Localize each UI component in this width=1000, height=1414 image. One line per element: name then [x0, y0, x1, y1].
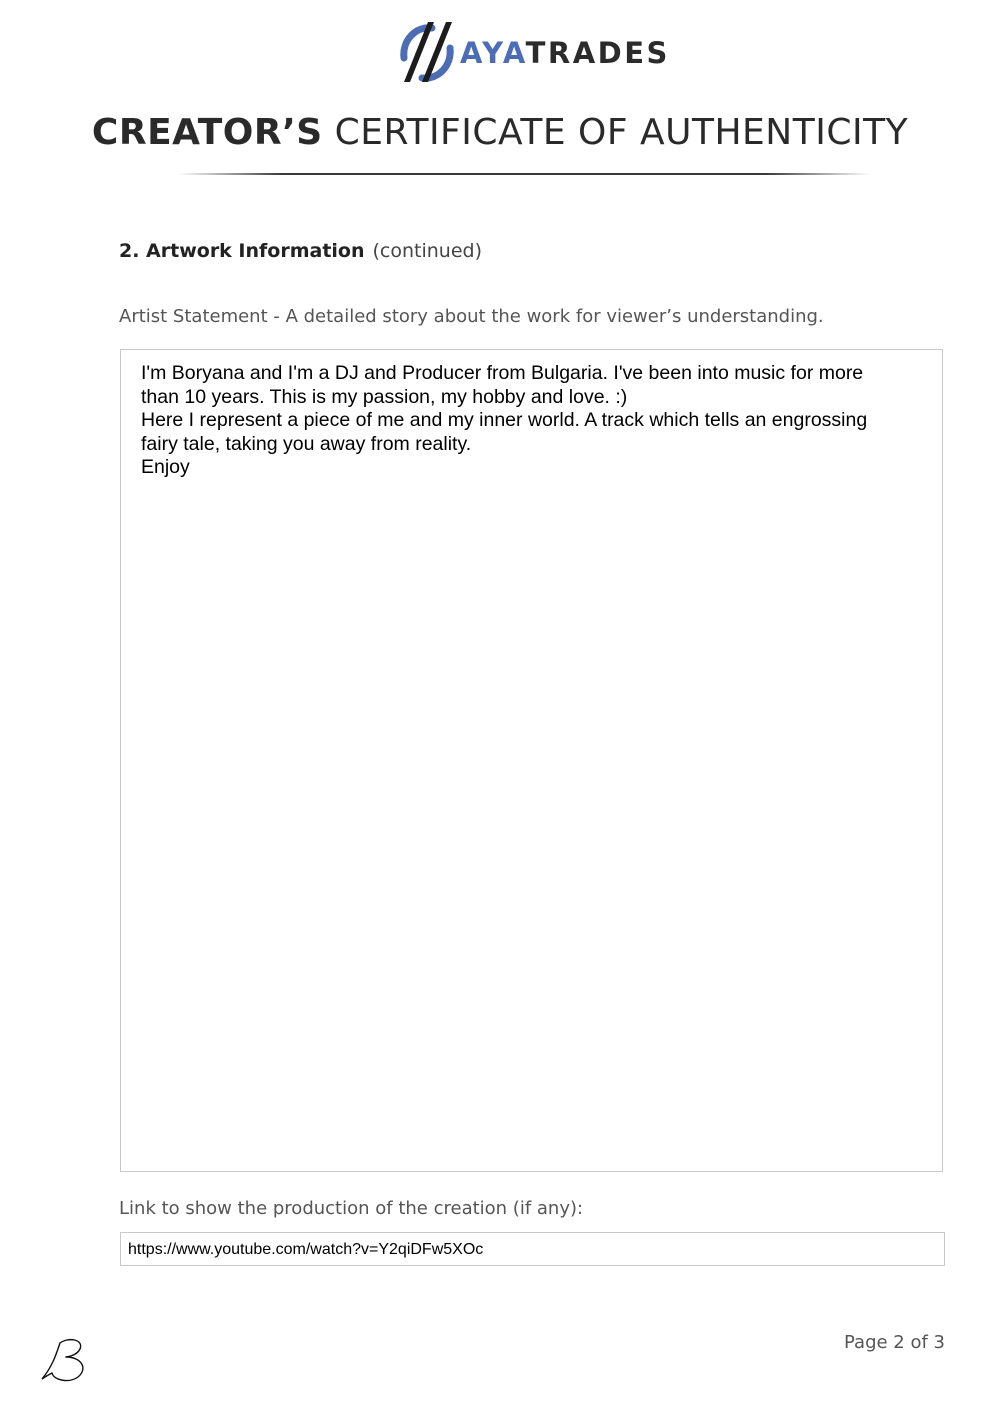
logo-wordmark-main: TRADES — [525, 36, 670, 70]
logo-wordmark — [460, 36, 670, 70]
production-link-value: https://www.youtube.com/watch?v=Y2qiDFw5XOc — [128, 1241, 484, 1258]
page-number: Page 2 of 3 — [844, 1332, 945, 1353]
section-title: 2. Artwork Information — [119, 240, 365, 262]
certificate-title-light: CERTIFICATE OF AUTHENTICITY — [334, 112, 909, 153]
section-heading — [119, 240, 482, 262]
certificate-title-bold: CREATOR’S — [91, 112, 323, 153]
ayatrades-logo — [398, 18, 670, 88]
production-link-label: Link to show the production of the creation (if any): — [119, 1198, 584, 1219]
title-divider — [178, 173, 870, 175]
artist-statement-text: I'm Boryana and I'm a DJ and Producer from Bulgaria. I've been into music for more than 10 years. This is my passion, my hobby and love. :) Here I represent a piece of me and my inner world. A track which tells an engrossing fairy tale, taking you away from reality. Enjoy — [141, 362, 868, 479]
artist-statement-label: Artist Statement - A detailed story about the work for viewer’s understanding. — [119, 306, 824, 327]
certificate-title — [0, 112, 1000, 153]
logo-wordmark-accent: AYA — [460, 36, 526, 70]
section-suffix: (continued) — [372, 240, 483, 262]
initials-signature — [38, 1335, 94, 1388]
ayatrades-logo-icon — [398, 18, 456, 88]
